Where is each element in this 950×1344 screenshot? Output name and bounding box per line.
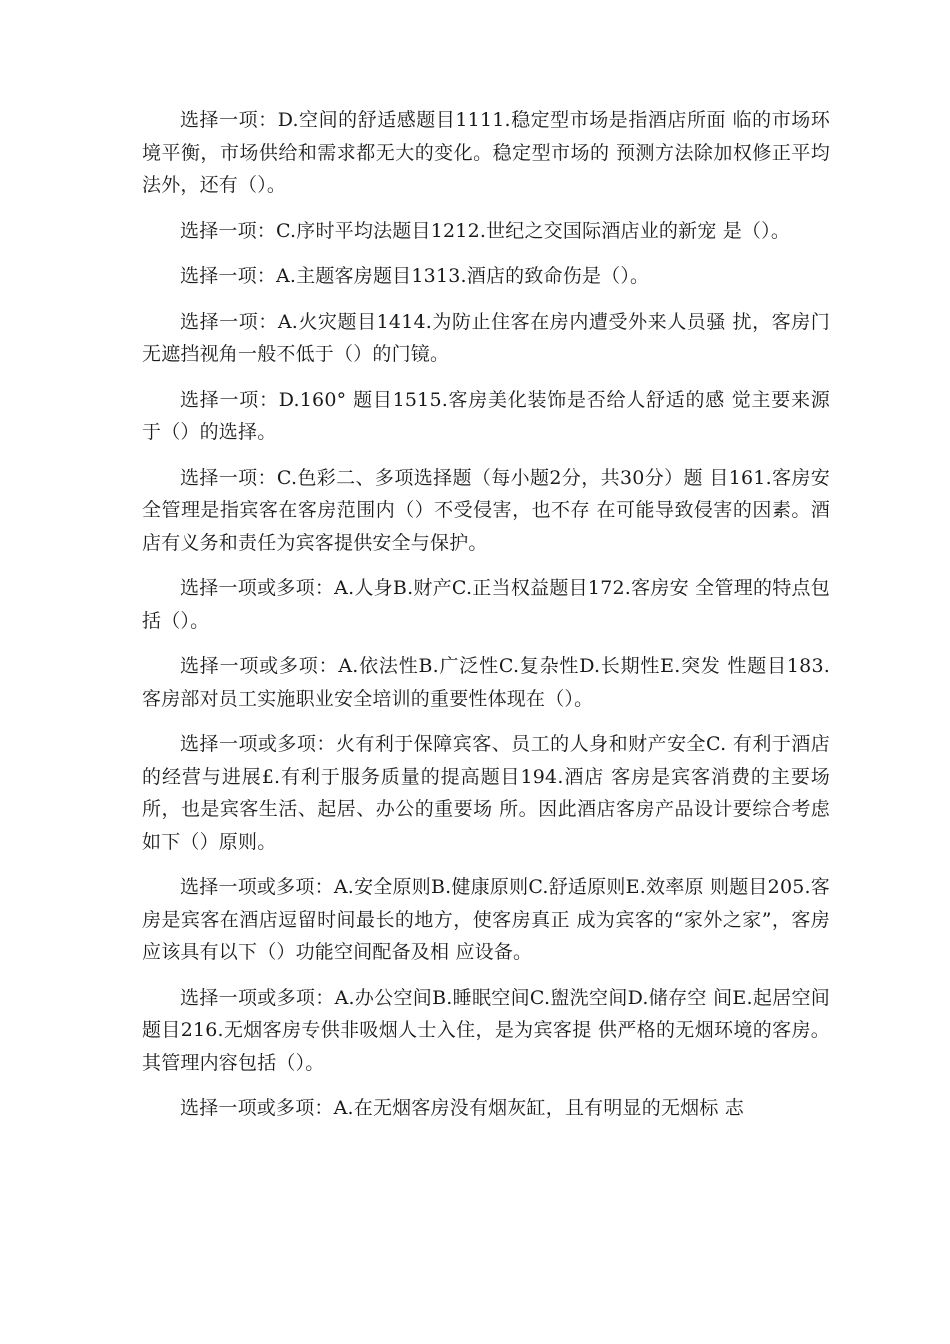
paragraph: 选择一项或多项：A.办公空间B.睡眠空间C.盥洗空间D.储存空 间E.起居空间题目216.无烟客房专供非吸烟人士入住，是为宾客提 供严格的无烟环境的客房。其管理内容包括（）。 xyxy=(142,986,830,1074)
paragraph: 选择一项：D.160° 题目1515.客房美化装饰是否给人舒适的感 觉主要来源于（）的选择。 xyxy=(142,388,830,443)
paragraph: 选择一项：C.序时平均法题目1212.世纪之交国际酒店业的新宠 是（）。 xyxy=(180,219,791,242)
paragraph: 选择一项或多项：A.依法性B.广泛性C.复杂性D.长期性E.突发 性题目183.客房部对员工实施职业安全培训的重要性体现在（）。 xyxy=(142,655,830,710)
paragraph: 选择一项或多项：A.人身B.财产C.正当权益题目172.客房安 全管理的特点包括（）。 xyxy=(142,577,830,632)
document-page xyxy=(142,104,830,1138)
paragraph: 选择一项：A.火灾题目1414.为防止住客在房内遭受外来人员骚 扰，客房门无遮挡视角一般不低于（）的门镜。 xyxy=(142,310,830,365)
paragraph: 选择一项或多项：火有利于保障宾客、员工的人身和财产安全C. 有利于酒店的经营与进展£.有利于服务质量的提高题目194.酒店 客房是宾客消费的主要场所，也是宾客生活、起居、办公的重要场 所。因此酒店客房产品设计要综合考虑如下（）原则。 xyxy=(142,733,830,853)
paragraph: 选择一项或多项：A.安全原则B.健康原则C.舒适原则E.效率原 则题目205.客房是宾客在酒店逗留时间最长的地方，使客房真正 成为宾客的“家外之家”，客房应该具有以下（）功能空间配备及相 应设备。 xyxy=(142,876,830,963)
paragraph: 选择一项或多项：A.在无烟客房没有烟灰缸，且有明显的无烟标 志 xyxy=(180,1097,745,1119)
paragraph: 选择一项：D.空间的舒适感题目1111.稳定型市场是指酒店所面 临的市场环境平衡，市场供给和需求都无大的变化。稳定型市场的 预测方法除加权修正平均法外，还有（）。 xyxy=(142,109,830,196)
paragraph: 选择一项：C.色彩二、多项选择题（每小题2分，共30分）题 目161.客房安全管理是指宾客在客房范围内（）不受侵害，也不存 在可能导致侵害的因素。酒店有义务和责任为宾客提供安全与保护。 xyxy=(142,466,830,554)
paragraph: 选择一项：A.主题客房题目1313.酒店的致命伤是（）。 xyxy=(180,265,650,287)
